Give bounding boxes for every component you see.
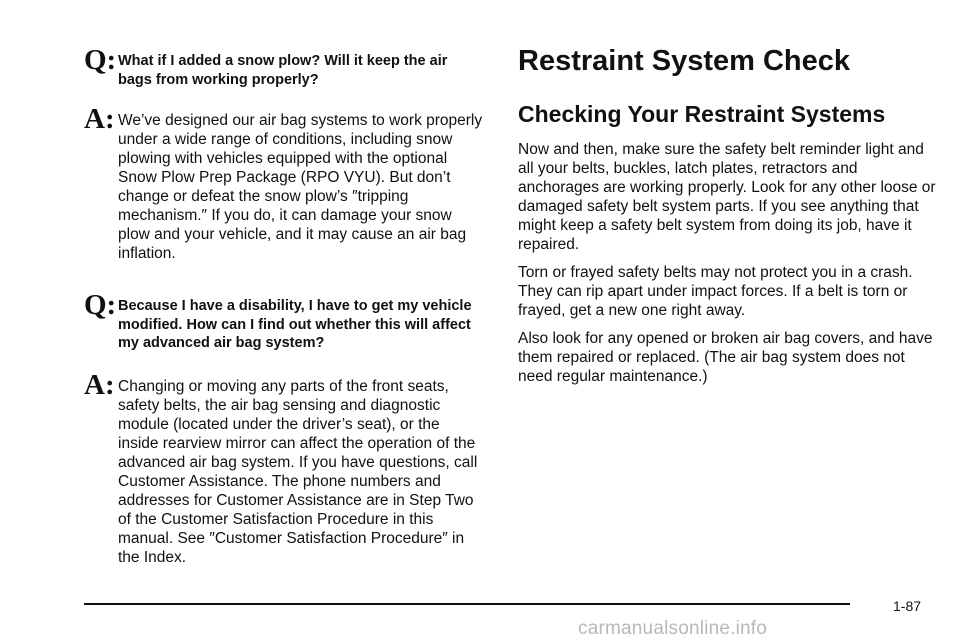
footer-divider (84, 603, 850, 605)
question-text: What if I added a snow plow? Will it keep the air bags from working properly? (118, 53, 448, 88)
subsection-title: Checking Your Restraint Systems (518, 101, 886, 127)
watermark-text: carmanualsonline.info (578, 618, 768, 639)
question-disability (84, 289, 484, 353)
question-marker: Q: (84, 289, 117, 321)
right-column (518, 44, 938, 386)
answer-text: Changing or moving any parts of the front seats, safety belts, the air bag sensing and diagnostic module (located under the driver’s seat), or the inside rearview mirror can affect the operation of the advanced air bag system. If you have questions, call Customer Assistance. The phone numbers and addresses for Customer Assistance are in Step Two of the Customer Satisfaction Procedure in this manual. See ″Customer Satisfaction Procedure″ in the Index. (118, 377, 478, 566)
body-paragraph: Torn or frayed safety belts may not protect you in a crash. They can rip apart under impact forces. If a belt is torn or frayed, get a new one right away. (518, 264, 913, 319)
left-column (84, 44, 484, 567)
page-number: 1-87 (893, 598, 922, 614)
answer-text: We’ve designed our air bag systems to work properly under a wide range of conditions, including snow plowing with vehicles equipped with the optional Snow Plow Prep Package (RPO VYU). But don’t change or defeat the snow plow’s ″tripping mechanism.″ If you do, it can damage your snow plow and your vehicle, and it may cause an air bag inflation. (118, 112, 483, 262)
question-text: Because I have a disability, I have to get my vehicle modified. How can I find out whether this will affect my advanced air bag system? (118, 298, 472, 351)
answer-snow-plow (84, 103, 484, 263)
answer-marker: A: (84, 103, 115, 135)
answer-marker: A: (84, 368, 115, 401)
question-snow-plow (84, 44, 484, 89)
body-paragraph: Also look for any opened or broken air bag covers, and have them repaired or replaced. (The air bag system does not need regular maintenance.) (518, 330, 933, 385)
section-title: Restraint System Check (518, 45, 851, 77)
question-marker: Q: (84, 44, 117, 76)
answer-disability (84, 368, 484, 567)
body-paragraph: Now and then, make sure the safety belt reminder light and all your belts, buckles, latch plates, retractors and anchorages are working properly. Look for any other loose or damaged safety belt system parts. If you see anything that might keep a safety belt system from doing its job, have it repaired. (518, 141, 936, 253)
